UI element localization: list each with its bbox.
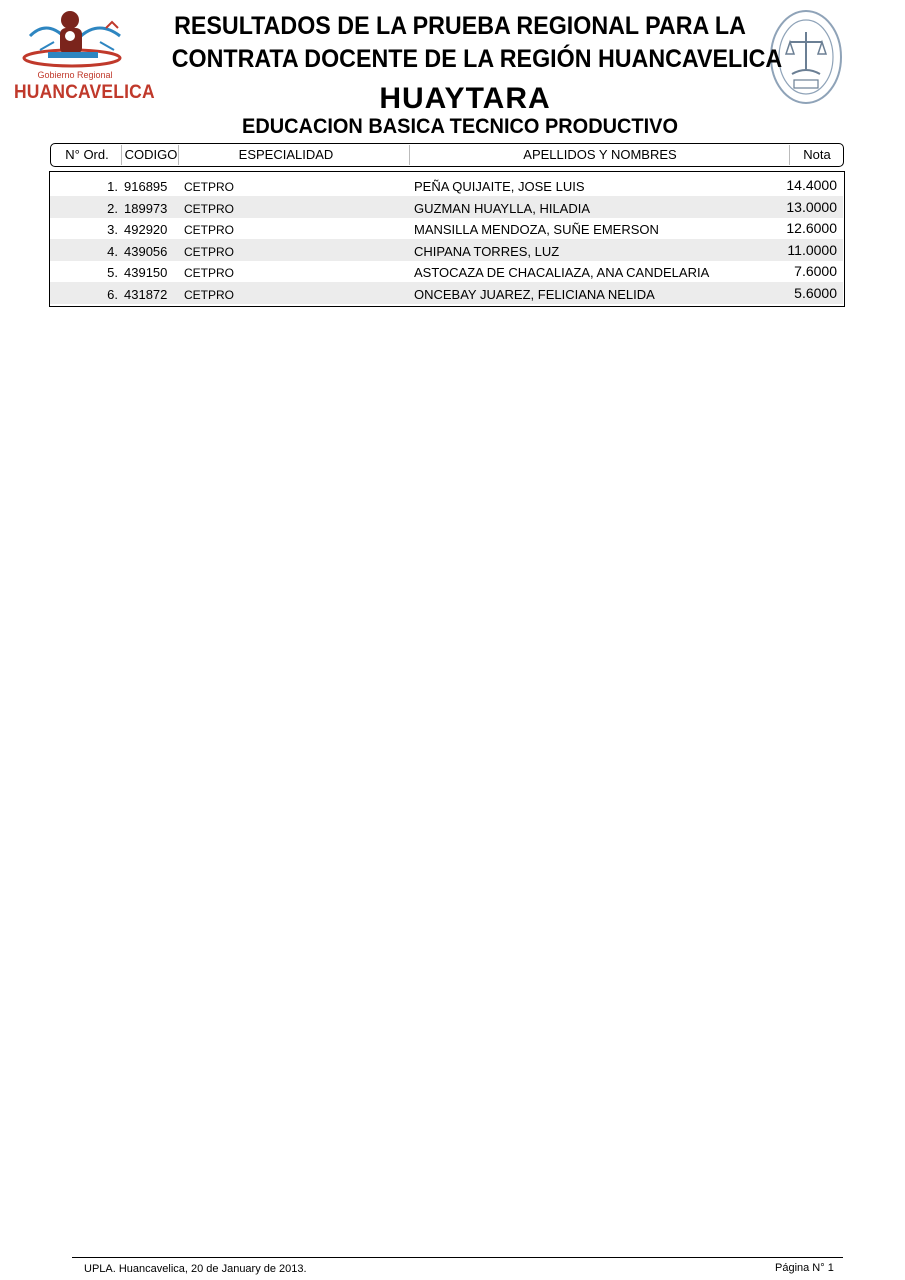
row-nombre: MANSILLA MENDOZA, SUÑE EMERSON — [414, 222, 659, 237]
row-codigo: 189973 — [124, 201, 168, 216]
column-divider — [789, 145, 790, 165]
title-line-2: CONTRATA DOCENTE DE LA REGIÓN HUANCAVELICA — [171, 45, 783, 73]
logo-line-2: HUANCAVELICA — [14, 82, 155, 103]
footer-divider — [72, 1257, 843, 1258]
table-row — [50, 282, 843, 304]
row-nombre: ONCEBAY JUAREZ, FELICIANA NELIDA — [414, 287, 655, 302]
row-nota: 12.6000 — [786, 220, 837, 236]
row-especialidad: CETPRO — [184, 266, 235, 280]
title-line-1: RESULTADOS DE LA PRUEBA REGIONAL PARA LA — [174, 12, 746, 40]
footer-date: UPLA. Huancavelica, 20 de January de 2013. — [84, 1263, 307, 1275]
row-ord: 6. — [107, 287, 118, 302]
row-nombre: PEÑA QUIJAITE, JOSE LUIS — [414, 179, 585, 194]
column-header-nota: Nota — [803, 147, 831, 162]
row-ord: 4. — [107, 244, 118, 259]
row-nota: 13.0000 — [786, 199, 837, 215]
row-especialidad: CETPRO — [184, 202, 235, 216]
gobierno-regional-logo-icon — [10, 6, 140, 76]
column-divider — [178, 145, 179, 165]
row-ord: 3. — [107, 222, 118, 237]
row-especialidad: CETPRO — [184, 223, 235, 237]
table-row — [50, 217, 843, 239]
page-number: Página N° 1 — [775, 1262, 834, 1274]
row-codigo: 492920 — [124, 222, 168, 237]
table-row — [50, 260, 843, 282]
table-header — [50, 143, 844, 167]
table-row — [50, 239, 843, 261]
row-nombre: ASTOCAZA DE CHACALIAZA, ANA CANDELARIA — [414, 265, 710, 280]
row-nombre: CHIPANA TORRES, LUZ — [414, 244, 560, 259]
row-codigo: 439056 — [124, 244, 168, 259]
logo-line-1: Gobierno Regional — [37, 70, 113, 80]
row-ord: 1. — [107, 179, 118, 194]
row-especialidad: CETPRO — [184, 180, 235, 194]
row-nota: 11.0000 — [787, 242, 837, 258]
column-header-nombres: APELLIDOS Y NOMBRES — [523, 147, 677, 162]
column-divider — [409, 145, 410, 165]
row-nota: 14.4000 — [786, 177, 837, 193]
table-row — [50, 174, 843, 196]
row-nota: 5.6000 — [794, 285, 837, 301]
province-title: HUAYTARA — [379, 82, 551, 115]
report-title — [171, 10, 783, 76]
row-codigo: 439150 — [124, 265, 168, 280]
row-nota: 7.6000 — [794, 263, 837, 279]
table-row — [50, 196, 843, 218]
row-nombre: GUZMAN HUAYLLA, HILADIA — [414, 201, 591, 216]
gobierno-regional-logo — [10, 6, 155, 106]
row-especialidad: CETPRO — [184, 245, 235, 259]
row-especialidad: CETPRO — [184, 288, 235, 302]
section-title: EDUCACION BASICA TECNICO PRODUCTIVO — [242, 115, 678, 138]
results-table — [49, 171, 845, 307]
column-header-especialidad: ESPECIALIDAD — [238, 147, 334, 162]
column-header-ord: N° Ord. — [65, 147, 109, 162]
row-codigo: 431872 — [124, 287, 168, 302]
row-codigo: 916895 — [124, 179, 168, 194]
row-ord: 2. — [107, 201, 118, 216]
column-divider — [121, 145, 122, 165]
row-ord: 5. — [107, 265, 118, 280]
column-header-codigo: CODIGO — [124, 147, 178, 162]
